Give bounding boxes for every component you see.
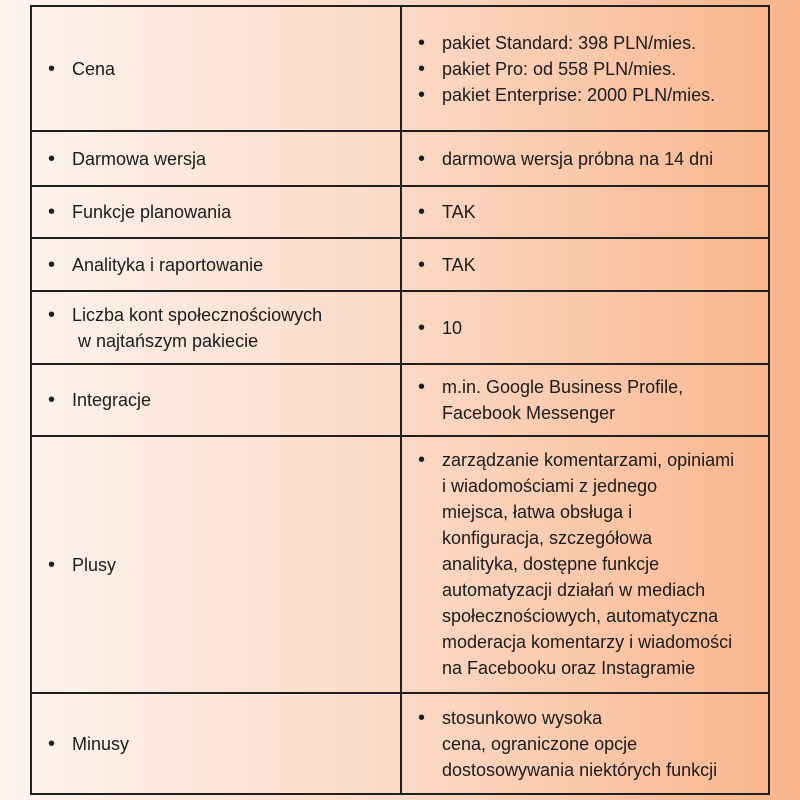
price-pro: • pakiet Pro: od 558 PLN/mies. — [418, 56, 715, 82]
price-enterprise: • pakiet Enterprise: 2000 PLN/mies. — [418, 82, 715, 108]
value-line: automatyzacji działań w mediach — [442, 580, 706, 600]
value-line: miejsca, łatwa obsługa i — [442, 502, 633, 522]
row-value: • darmowa wersja próbna na 14 dni — [418, 146, 713, 172]
row-value — [418, 447, 734, 681]
row-value-cell — [402, 437, 768, 692]
value-line: i wiadomościami z jednego — [442, 476, 658, 496]
row-label: • Funkcje planowania — [48, 199, 231, 225]
row-label-cell — [32, 437, 402, 692]
row-value-cell — [402, 292, 768, 363]
row-label-cell — [32, 7, 402, 130]
table-row-minusy — [32, 694, 768, 793]
row-label-line2: w najtańszym pakiecie — [78, 330, 259, 351]
value-line: dostosowywania niektórych funkcji — [442, 759, 718, 780]
row-value — [418, 705, 717, 783]
table-row-analityka — [32, 239, 768, 292]
table-row-funkcje-planowania — [32, 187, 768, 239]
value-line: stosunkowo wysoka — [442, 707, 603, 728]
price-standard: • pakiet Standard: 398 PLN/mies. — [418, 30, 715, 56]
row-label-cell — [32, 292, 402, 363]
value-line: moderacja komentarzy i wiadomości — [442, 632, 733, 652]
comparison-table — [30, 5, 770, 795]
table-row-liczba-kont — [32, 292, 768, 365]
value-line: cena, ograniczone opcje — [442, 733, 638, 754]
row-label-cell — [32, 239, 402, 290]
value-line: konfiguracja, szczegółowa — [442, 528, 653, 548]
row-label-cell — [32, 132, 402, 185]
row-value-cell — [402, 187, 768, 237]
row-label-line1: • Liczba kont społecznościowych — [48, 302, 322, 328]
value-line: na Facebooku oraz Instagramie — [442, 658, 696, 678]
table-row-plusy — [32, 437, 768, 694]
row-label-cell — [32, 694, 402, 793]
row-label: • Cena — [48, 56, 115, 82]
row-value-cell — [402, 132, 768, 185]
value-line: analityka, dostępne funkcje — [442, 554, 660, 574]
row-value: • TAK — [418, 252, 476, 278]
value-line: m.in. Google Business Profile, — [442, 377, 684, 397]
row-label-cell — [32, 365, 402, 435]
row-label-cell — [32, 187, 402, 237]
value-line: Facebook Messenger — [442, 403, 616, 423]
row-value: • 10 — [418, 315, 462, 341]
table-row-cena — [32, 7, 768, 132]
row-value-cell — [402, 694, 768, 793]
row-label: • Minusy — [48, 731, 129, 757]
row-label: • Analityka i raportowanie — [48, 252, 263, 278]
row-value-cell — [402, 7, 768, 130]
row-label: • Darmowa wersja — [48, 146, 206, 172]
value-line: zarządzanie komentarzami, opiniami — [442, 450, 735, 470]
table-row-darmowa-wersja — [32, 132, 768, 187]
row-value — [418, 374, 683, 426]
row-value: • TAK — [418, 199, 476, 225]
row-label: • Integracje — [48, 387, 151, 413]
row-label: • Plusy — [48, 552, 116, 578]
row-value-cell — [402, 365, 768, 435]
value-line: społecznościowych, automatyczna — [442, 606, 719, 626]
row-value-cell — [402, 239, 768, 290]
table-row-integracje — [32, 365, 768, 437]
